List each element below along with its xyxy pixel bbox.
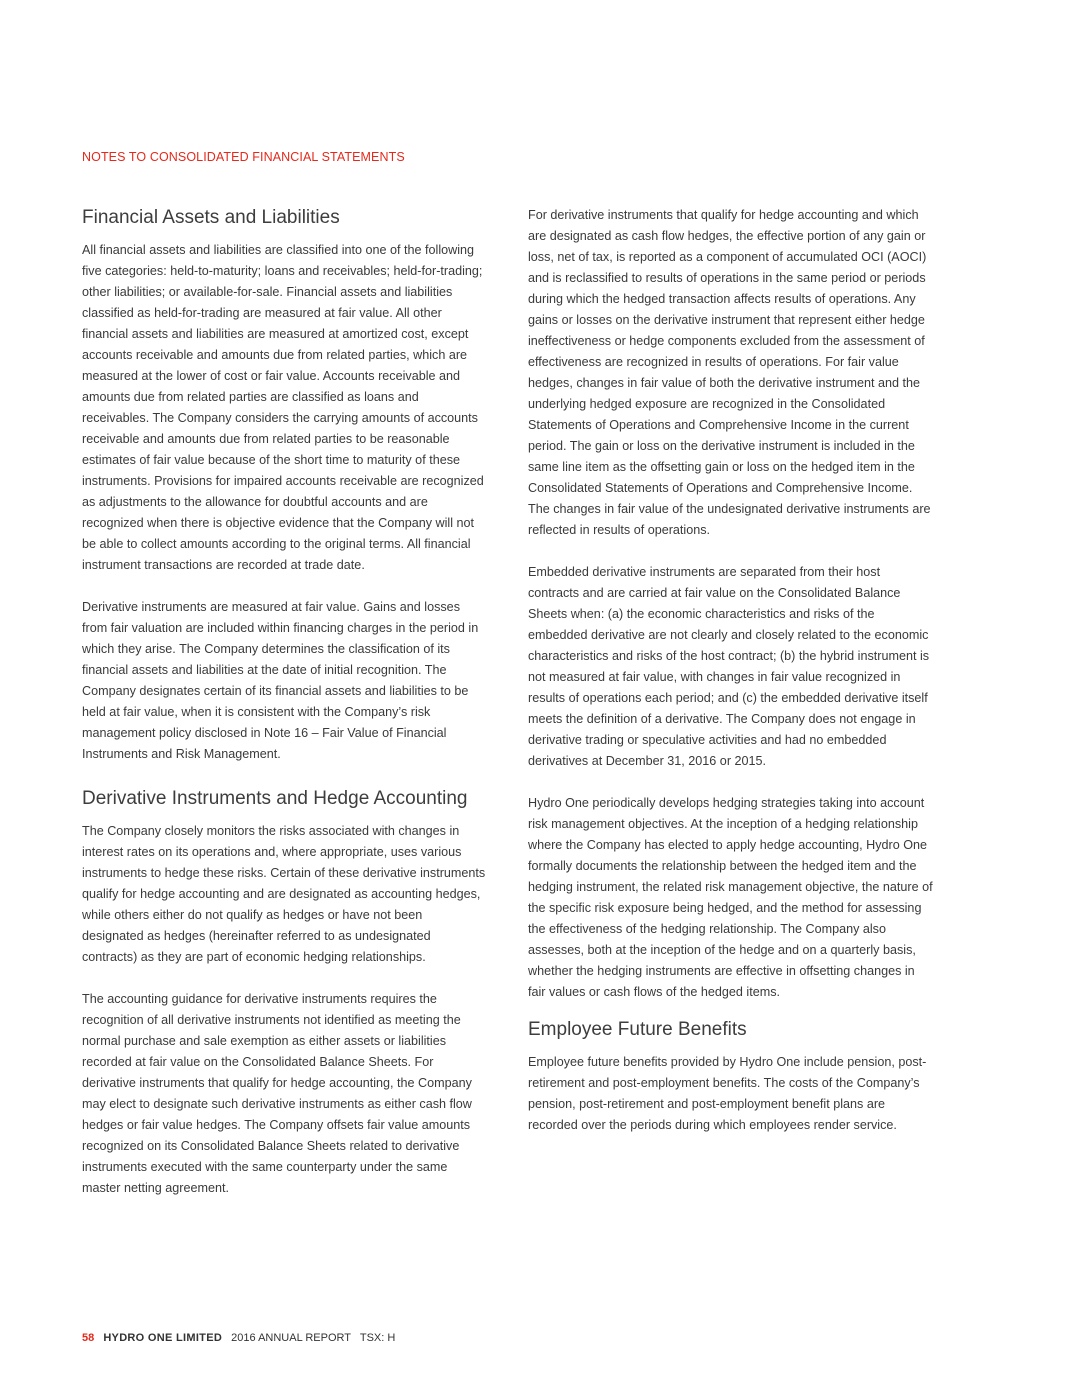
heading-employee-future-benefits: Employee Future Benefits bbox=[528, 1019, 747, 1040]
paragraph: Derivative instruments are measured at fair value. Gains and losses from fair valuation are included within financing charges in the period in which they arise. The Company determines the classification of its financial assets and liabilities at the date of initial recognition. The Company designates certain of its financial assets and liabilities to be held at fair value, when it is consistent with the Company’s risk management policy disclosed in Note 16 – Fair Value of Financial Instruments and Risk Management. bbox=[82, 600, 479, 761]
heading-financial-assets: Financial Assets and Liabilities bbox=[82, 207, 340, 228]
paragraph: Hydro One periodically develops hedging strategies taking into account risk management objectives. At the inception of a hedging relationship where the Company has elected to apply hedge accounting, Hydro One formally documents the relationship between the hedged item and the hedging instrument, the related risk management objective, the nature of the specific risk exposure being hedged, and the method for assessing the effectiveness of the hedging relationship. The Company also assesses, both at the inception of the hedge and on a quarterly basis, whether the hedging instruments are effective in offsetting changes in fair values or cash flows of the hedged items. bbox=[528, 796, 933, 999]
paragraph: For derivative instruments that qualify for hedge accounting and which are designated as cash flow hedges, the effective portion of any gain or loss, net of tax, is reported as a component of accumulated OCI (AOCI) and is reclassified to results of operations in the same period or periods during which the hedged transaction affects results of operations. Any gains or losses on the derivative instrument that represent either hedge ineffectiveness or hedge components excluded from the assessment of effectiveness are recognized in results of operations. For fair value hedges, changes in fair value of both the derivative instrument and the underlying hedged exposure are recognized in the Consolidated Statements of Operations and Comprehensive Income in the current period. The gain or loss on the derivative instrument is included in the same line item as the offsetting gain or loss on the hedged item in the Consolidated Statements of Operations and Comprehensive Income. The changes in fair value of the undesignated derivative instruments are reflected in results of operations. bbox=[528, 208, 931, 537]
page-footer bbox=[82, 1332, 395, 1344]
paragraph: Employee future benefits provided by Hydro One include pension, post-retirement and post-employment benefits. The costs of the Company’s pension, post-retirement and post-employment benefit plans are recorded over the periods during which employees render service. bbox=[528, 1055, 927, 1132]
paragraph: The accounting guidance for derivative instruments requires the recognition of all derivative instruments not identified as meeting the normal purchase and sale exemption as either assets or liabilities recorded at fair value on the Consolidated Balance Sheets. For derivative instruments that qualify for hedge accounting, the Company may elect to designate such derivative instruments as either cash flow hedges or fair value hedges. The Company offsets fair value amounts recognized on its Consolidated Balance Sheets related to derivative instruments executed with the same counterparty under the same master netting agreement. bbox=[82, 992, 472, 1195]
paragraph: All financial assets and liabilities are classified into one of the following five categories: held-to-maturity; loans and receivables; held-for-trading; other liabilities; or available-for-sale. Financial assets and liabilities classified as held-for-trading are measured at fair value. All other financial assets and liabilities are measured at amortized cost, except accounts receivable and amounts due from related parties, which are measured at the lower of cost or fair value. Accounts receivable and amounts due from related parties are classified as loans and receivables. The Company considers the carrying amounts of accounts receivable and amounts due from related parties to be reasonable estimates of fair value because of the short time to maturity of these instruments. Provisions for impaired accounts receivable are recognized as adjustments to the allowance for doubtful accounts and are recognized when there is objective evidence that the Company will not be able to collect amounts according to the original terms. All financial instrument transactions are recorded at trade date. bbox=[82, 243, 484, 572]
right-column bbox=[528, 205, 933, 1136]
paragraph: Embedded derivative instruments are separated from their host contracts and are carried at fair value on the Consolidated Balance Sheets when: (a) the economic characteristics and risks of the embedded derivative are not clearly and closely related to the economic characteristics and risks of the host contract; (b) the hybrid instrument is not measured at fair value, with changes in fair value recognized in results of operations each period; and (c) the embedded derivative itself meets the definition of a derivative. The Company does not engage in derivative trading or speculative activities and had no embedded derivatives at December 31, 2016 or 2015. bbox=[528, 565, 930, 768]
ticker: TSX: H bbox=[359, 1332, 396, 1344]
company-name: HYDRO ONE LIMITED bbox=[103, 1332, 223, 1344]
report-title: 2016 ANNUAL REPORT bbox=[231, 1332, 351, 1344]
section-label: NOTES TO CONSOLIDATED FINANCIAL STATEMENTS bbox=[82, 150, 405, 164]
page-number: 58 bbox=[82, 1332, 95, 1344]
paragraph: The Company closely monitors the risks associated with changes in interest rates on its operations and, where appropriate, uses various instruments to hedge these risks. Certain of these derivative instruments qualify for hedge accounting and are designated as accounting hedges, while others either do not qualify as hedges or have not been designated as hedges (hereinafter referred to as undesignated contracts) as they are part of economic hedging relationships. bbox=[82, 824, 486, 964]
heading-derivative-instruments: Derivative Instruments and Hedge Accounting bbox=[82, 788, 468, 809]
left-column bbox=[82, 205, 487, 1199]
